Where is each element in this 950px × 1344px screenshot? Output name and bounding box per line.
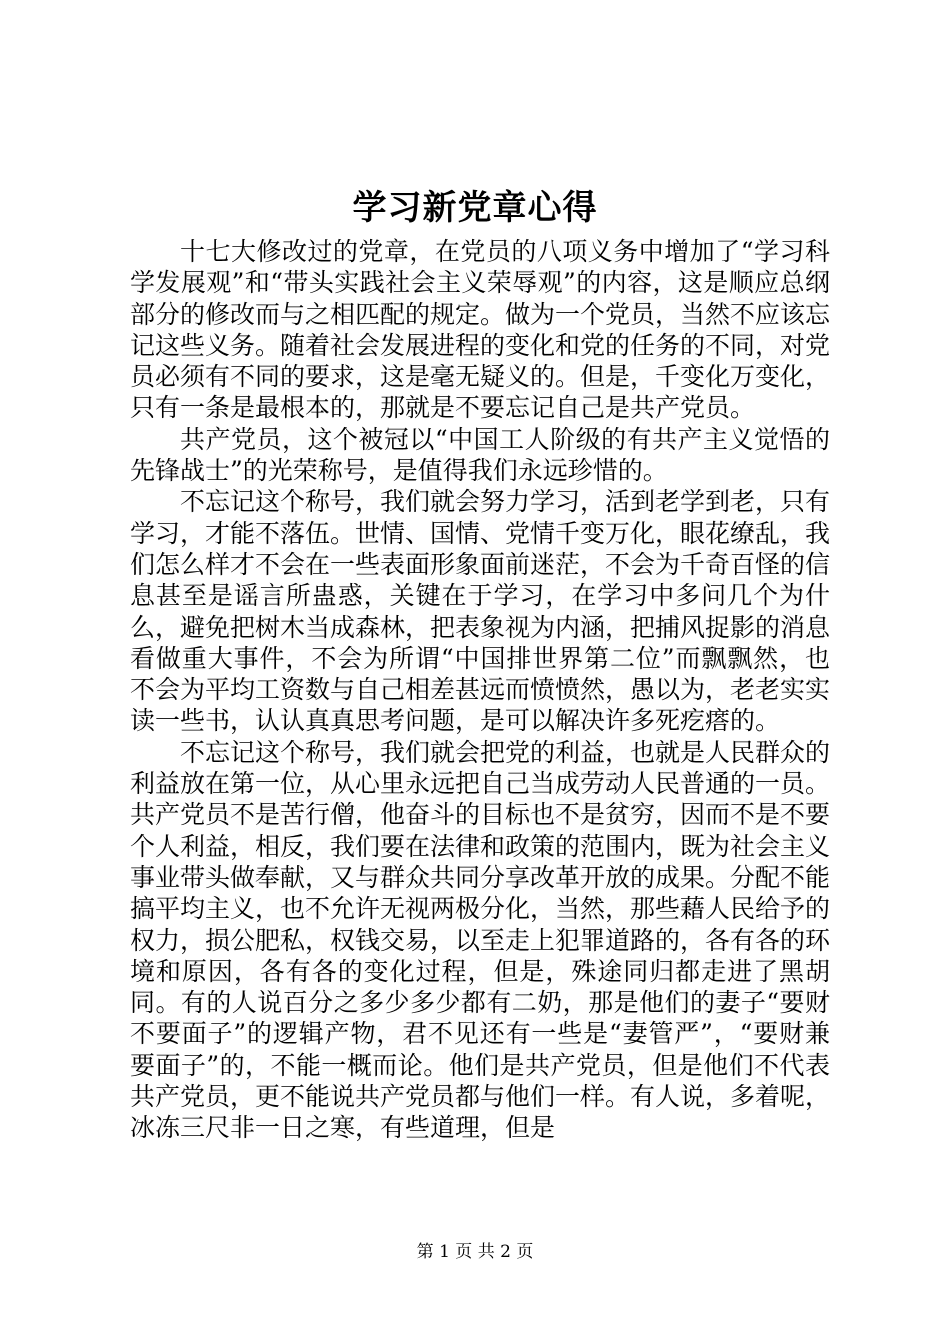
page-indicator: 第 1 页 共 2 页 (416, 1242, 534, 1262)
paragraph: 共产党员，这个被冠以“中国工人阶级的有共产主义觉悟的先锋战士”的光荣称号，是值得我们永远珍惜的。 (130, 424, 830, 486)
page-footer (0, 1240, 950, 1264)
document-title: 学习新党章心得 (352, 188, 598, 228)
document-body (130, 236, 830, 1144)
paragraph: 十七大修改过的党章，在党员的八项义务中增加了“学习科学发展观”和“带头实践社会主义荣辱观”的内容，这是顺应总纲部分的修改而与之相匹配的规定。做为一个党员，当然不应该忘记这些义务。随着社会发展进程的变化和党的任务的不同，对党员必须有不同的要求，这是毫无疑义的。但是，千变化万变化，只有一条是最根本的，那就是不要忘记自己是共产党员。 (130, 237, 831, 423)
paragraph: 不忘记这个称号，我们就会努力学习，活到老学到老，只有学习，才能不落伍。世情、国情、党情千变万化，眼花缭乱，我们怎么样才不会在一些表面形象面前迷茫，不会为千奇百怪的信息甚至是谣言所蛊惑，关键在于学习，在学习中多问几个为什么，避免把树木当成森林，把表象视为内涵，把捕风捉影的消息看做重大事件，不会为所谓“中国排世界第二位”而飘飘然，也不会为平均工资数与自己相差甚远而愤愤然，愚以为，老老实实读一些书，认认真真思考问题，是可以解决许多死疙瘩的。 (130, 487, 831, 736)
paragraph: 不忘记这个称号，我们就会把党的利益，也就是人民群众的利益放在第一位，从心里永远把自己当成劳动人民普通的一员。共产党员不是苦行僧，他奋斗的目标也不是贫穷，因而不是不要个人利益，相反，我们要在法律和政策的范围内，既为社会主义事业带头做奉献，又与群众共同分享改革开放的成果。分配不能搞平均主义，也不允许无视两极分化，当然，那些藉人民给予的权力，损公肥私，权钱交易，以至走上犯罪道路的，各有各的环境和原因，各有各的变化过程，但是，殊途同归都走进了黑胡同。有的人说百分之多少多少都有二奶，那是他们的妻子“要财不要面子”的逻辑产物，君不见还有一些是“妻管严”，“要财兼要面子”的，不能一概而论。他们是共产党员，但是他们不代表共产党员，更不能说共产党员都与他们一样。有人说，多着呢，冰冻三尺非一日之寒，有些道理，但是 (130, 737, 831, 1143)
